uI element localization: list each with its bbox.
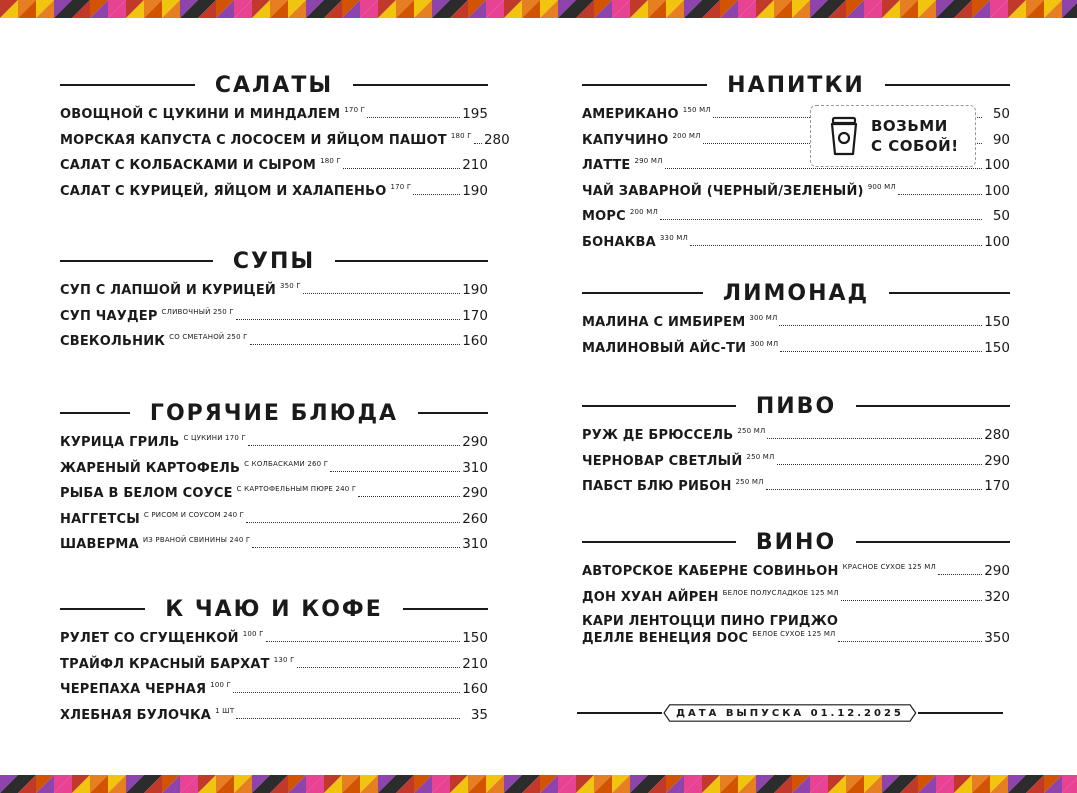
dot-leader <box>343 168 460 169</box>
dot-leader <box>665 168 982 169</box>
item-price: 280 <box>984 427 1010 443</box>
section-title: ПИВО <box>755 393 837 419</box>
menu-item <box>582 614 1010 652</box>
item-note: С КОЛБАСКАМИ 260 Г <box>244 459 329 468</box>
menu-item <box>60 183 488 209</box>
menu-item <box>582 340 1010 366</box>
dot-leader <box>838 641 982 642</box>
menu-item <box>582 563 1010 589</box>
item-note: С ЦУКИНИ 170 Г <box>183 434 246 442</box>
item-price: 100 <box>984 233 1010 250</box>
item-name: АВТОРСКОЕ КАБЕРНЕ СОВИНЬОН <box>582 564 839 579</box>
dot-leader <box>233 692 460 693</box>
issue-date-banner <box>577 700 1003 726</box>
section-soups <box>60 244 488 359</box>
dot-leader <box>938 574 982 575</box>
item-price: 320 <box>984 588 1010 605</box>
section-wine <box>582 525 1010 652</box>
menu-item <box>60 707 488 733</box>
section-title: К ЧАЮ И КОФЕ <box>165 596 383 622</box>
item-name: БОНАКВА <box>582 234 656 250</box>
menu-item <box>582 453 1010 479</box>
dot-leader <box>780 351 982 352</box>
item-name: СУП ЧАУДЕР <box>60 308 158 324</box>
section-salads <box>60 68 510 208</box>
bottom-decorative-stripe <box>0 775 1077 793</box>
section-title: САЛАТЫ <box>214 72 334 98</box>
issue-date-text: ДАТА ВЫПУСКА 01.12.2025 <box>676 707 904 719</box>
menu-item <box>582 589 1010 615</box>
item-note: 150 МЛ <box>682 106 711 114</box>
item-note: 170 Г <box>344 106 366 114</box>
section-lemonade <box>582 276 1010 365</box>
item-price: 290 <box>984 563 1010 579</box>
menu-item <box>582 208 1010 234</box>
dot-leader <box>413 194 460 195</box>
item-name: РЫБА В БЕЛОМ СОУСЕ <box>60 486 233 501</box>
item-note: 130 Г <box>273 655 295 664</box>
item-price: 195 <box>462 106 488 122</box>
menu-item <box>60 681 488 707</box>
menu-item <box>60 656 488 682</box>
item-price: 170 <box>462 307 488 324</box>
item-name: ЧЕРНОВАР СВЕТЛЫЙ <box>582 453 743 469</box>
item-name: МОРСКАЯ КАПУСТА С ЛОСОСЕМ И ЯЙЦОМ ПАШОТ <box>60 132 447 148</box>
issue-date-badge <box>662 704 918 722</box>
item-name: МАЛИНОВЫЙ АЙС-ТИ <box>582 340 747 356</box>
item-note: 350 Г <box>279 282 301 290</box>
item-name: АМЕРИКАНО <box>582 107 679 122</box>
dot-leader <box>248 445 460 446</box>
dot-leader <box>767 438 982 439</box>
menu-item <box>60 434 488 460</box>
menu-item <box>582 478 1010 504</box>
section-title: ГОРЯЧИЕ БЛЮДА <box>149 400 399 426</box>
menu-item <box>582 427 1010 453</box>
dot-leader <box>236 718 460 719</box>
item-name: МОРС <box>582 209 626 224</box>
item-name: ДОН ХУАН АЙРЕН <box>582 589 719 605</box>
takeaway-line1: ВОЗЬМИ <box>871 117 948 135</box>
item-name: РУЛЕТ СО СГУЩЕНКОЙ <box>60 631 239 646</box>
item-name: ОВОЩНОЙ С ЦУКИНИ И МИНДАЛЕМ <box>60 107 341 122</box>
item-note: 250 МЛ <box>746 452 775 461</box>
item-note: ИЗ РВАНОЙ СВИНИНЫ 240 Г <box>142 536 251 544</box>
item-name: МАЛИНА С ИМБИРЕМ <box>582 315 746 330</box>
item-note: 300 МЛ <box>750 339 779 348</box>
dot-leader <box>367 117 460 118</box>
item-price: 50 <box>992 106 1010 122</box>
item-name: ШАВЕРМА <box>60 537 139 552</box>
item-price: 160 <box>462 681 488 697</box>
item-note: 180 Г <box>450 131 472 140</box>
item-name: КАРИ ЛЕНТОЦЦИ ПИНО ГРИДЖО <box>582 614 839 629</box>
dot-leader <box>474 143 482 144</box>
section-tea-coffee <box>60 592 488 732</box>
item-note: БЕЛОЕ СУХОЕ 125 МЛ <box>752 630 836 638</box>
item-name: ХЛЕБНАЯ БУЛОЧКА <box>60 707 212 723</box>
menu-item <box>60 308 488 334</box>
dot-leader <box>252 547 460 548</box>
dot-leader <box>841 600 982 601</box>
section-beer <box>582 389 1010 504</box>
menu-item <box>60 106 488 132</box>
section-hot-dishes <box>60 396 488 562</box>
dot-leader <box>779 325 982 326</box>
item-name: САЛАТ С КОЛБАСКАМИ И СЫРОМ <box>60 158 317 173</box>
dot-leader <box>250 344 460 345</box>
item-note: 100 Г <box>210 681 232 689</box>
dot-leader <box>358 496 460 497</box>
item-name: НАГГЕТСЫ <box>60 511 140 527</box>
menu-item <box>60 131 510 158</box>
item-name: ЛАТТЕ <box>582 158 631 173</box>
dot-leader <box>303 293 460 294</box>
menu-item <box>60 511 488 537</box>
item-price: 90 <box>992 131 1010 148</box>
item-note: С РИСОМ И СОУСОМ 240 Г <box>143 510 245 519</box>
dot-leader <box>266 641 460 642</box>
item-name: ЖАРЕНЫЙ КАРТОФЕЛЬ <box>60 460 241 476</box>
item-price: 210 <box>462 655 488 672</box>
section-title: СУПЫ <box>232 248 316 274</box>
item-price: 150 <box>984 314 1010 330</box>
item-name: ТРАЙФЛ КРАСНЫЙ БАРХАТ <box>60 656 270 672</box>
item-note: 1 ШТ <box>215 706 235 715</box>
item-note: 250 МЛ <box>735 478 764 486</box>
menu-item <box>582 183 1010 209</box>
item-note: 330 МЛ <box>659 233 688 242</box>
menu-item <box>60 460 488 486</box>
takeaway-line2: С СОБОЙ! <box>871 137 959 155</box>
menu-item <box>60 630 488 656</box>
top-decorative-stripe <box>0 0 1077 18</box>
item-note: 300 МЛ <box>749 314 778 322</box>
section-title: ВИНО <box>755 529 837 555</box>
item-name: ЧАЙ ЗАВАРНОЙ (ЧЕРНЫЙ/ЗЕЛЕНЫЙ) <box>582 183 864 199</box>
item-note: 180 Г <box>320 157 341 165</box>
item-name: ПАБСТ БЛЮ РИБОН <box>582 479 732 494</box>
item-price: 170 <box>984 478 1010 494</box>
item-price: 190 <box>462 282 488 298</box>
menu-item <box>60 333 488 359</box>
dot-leader <box>660 219 982 220</box>
item-price: 260 <box>462 510 488 527</box>
item-note: 290 МЛ <box>634 157 663 165</box>
item-price: 100 <box>984 157 1010 173</box>
item-note: СЛИВОЧНЫЙ 250 Г <box>161 307 234 316</box>
item-price: 150 <box>984 339 1010 356</box>
item-note: 170 Г <box>390 182 412 191</box>
item-note: 900 МЛ <box>867 182 896 191</box>
section-title: ЛИМОНАД <box>722 280 870 306</box>
item-note: 250 МЛ <box>737 427 766 435</box>
item-name: РУЖ ДЕ БРЮССЕЛЬ <box>582 428 734 443</box>
item-name: ЧЕРЕПАХА ЧЕРНАЯ <box>60 682 207 697</box>
item-name: СУП С ЛАПШОЙ И КУРИЦЕЙ <box>60 283 276 298</box>
item-note: С КАРТОФЕЛЬНЫМ ПЮРЕ 240 Г <box>236 485 357 493</box>
item-note: КРАСНОЕ СУХОЕ 125 МЛ <box>842 563 936 571</box>
item-note: 200 МЛ <box>672 131 701 140</box>
item-price: 290 <box>462 434 488 450</box>
item-price: 190 <box>462 182 488 199</box>
item-note: 100 Г <box>242 630 264 638</box>
dot-leader <box>297 667 460 668</box>
item-price: 210 <box>462 157 488 173</box>
item-price: 50 <box>992 208 1010 224</box>
item-price: 350 <box>984 630 1010 646</box>
item-note: БЕЛОЕ ПОЛУСЛАДКОЕ 125 МЛ <box>722 588 839 597</box>
menu-item <box>60 536 488 562</box>
item-price: 160 <box>462 333 488 349</box>
item-price: 150 <box>462 630 488 646</box>
item-note: 200 МЛ <box>629 208 658 216</box>
item-note: СО СМЕТАНОЙ 250 Г <box>169 333 248 341</box>
item-name: СВЕКОЛЬНИК <box>60 334 166 349</box>
dot-leader <box>246 522 460 523</box>
dot-leader <box>766 489 982 490</box>
item-name: КУРИЦА ГРИЛЬ <box>60 435 180 450</box>
menu-item <box>60 485 488 511</box>
menu-item <box>60 282 488 308</box>
dot-leader <box>898 194 982 195</box>
item-name: ДЕЛЛЕ ВЕНЕЦИЯ DOC <box>582 631 749 646</box>
menu-item <box>60 157 488 183</box>
item-price: 290 <box>984 452 1010 469</box>
dot-leader <box>330 471 460 472</box>
dot-leader <box>236 319 460 320</box>
item-name: САЛАТ С КУРИЦЕЙ, ЯЙЦОМ И ХАЛАПЕНЬО <box>60 183 387 199</box>
takeaway-badge <box>810 105 976 167</box>
dot-leader <box>690 245 982 246</box>
item-price: 310 <box>462 459 488 476</box>
item-price: 35 <box>470 706 488 723</box>
dot-leader <box>777 464 982 465</box>
coffee-cup-icon <box>829 116 859 156</box>
item-price: 280 <box>483 131 510 148</box>
item-price: 100 <box>984 182 1010 199</box>
section-title: НАПИТКИ <box>727 72 865 98</box>
item-name: КАПУЧИНО <box>582 132 669 148</box>
item-price: 310 <box>462 536 488 552</box>
menu-item <box>582 314 1010 340</box>
menu-item <box>582 234 1010 260</box>
item-price: 290 <box>462 485 488 501</box>
